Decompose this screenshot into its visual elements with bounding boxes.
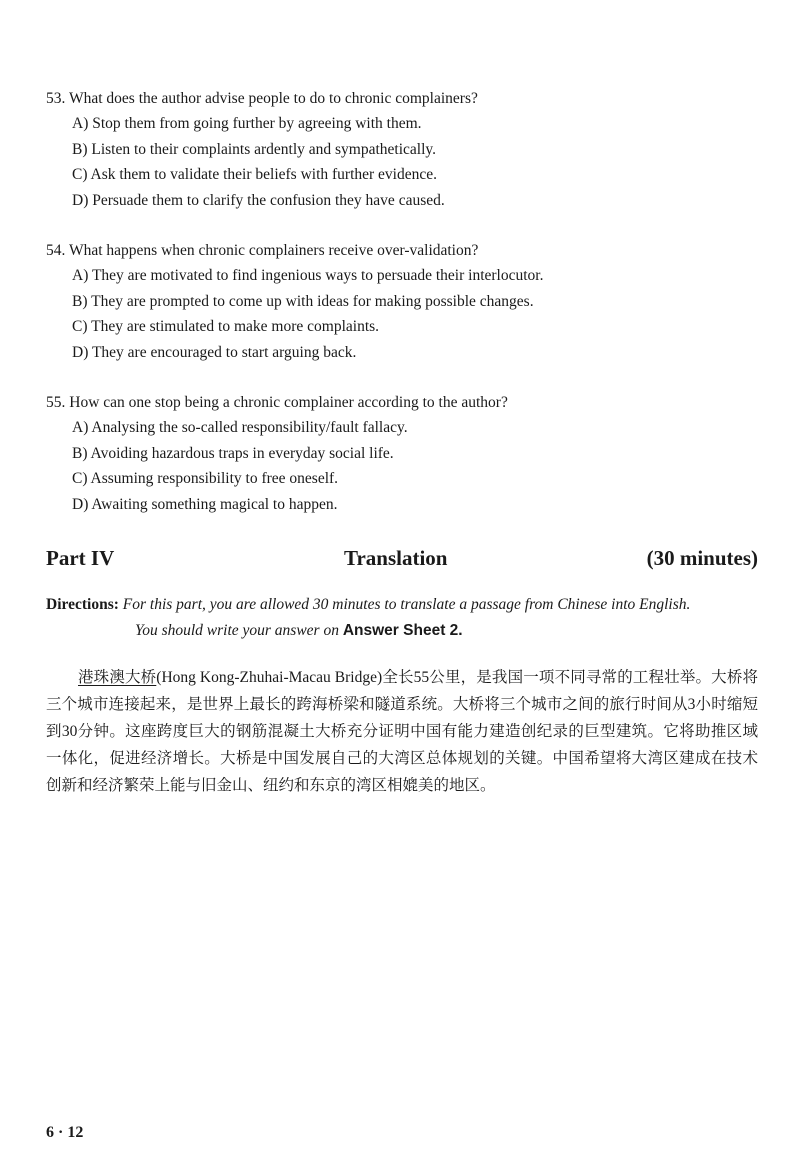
question-53 [46,86,766,213]
option-d: D) They are encouraged to start arguing back. [72,343,357,361]
question-55 [46,390,766,517]
directions-line-1 [46,592,766,618]
part-heading [46,543,758,573]
option-a: A) They are motivated to find ingenious ways to persuade their interlocutor. [72,267,544,284]
page-number: 6 · 12 [46,1124,84,1141]
option-b: B) Avoiding hazardous traps in everyday social life. [72,444,394,462]
option-a: A) Stop them from going further by agreeing with them. [72,115,422,132]
option-d: D) Awaiting something magical to happen. [72,495,338,513]
option-b: B) They are prompted to come up with ideas for making possible changes. [72,292,534,310]
option-d: D) Persuade them to clarify the confusion they have caused. [72,191,445,209]
option-c: C) Assuming responsibility to free oneself. [72,470,339,487]
directions [46,592,766,644]
part-number: Part IV [46,546,115,570]
question-54 [46,238,766,365]
question-stem: 55. How can one stop being a chronic complainer according to the author? [46,394,508,411]
option-c: C) Ask them to validate their beliefs with further evidence. [72,166,437,183]
part-title: Translation [344,546,448,570]
directions-text-2: You should write your answer on [135,622,343,639]
passage-paragraph [46,664,758,799]
directions-line-2 [46,618,766,644]
question-stem: 53. What does the author advise people to do to chronic complainers? [46,90,478,107]
translation-passage [46,664,758,799]
passage-text: (Hong Kong-Zhuhai-Macau Bridge)全长55公里，是我国一项不同寻常的工程壮举。大桥将三个城市连接起来，是世界上最长的跨海桥梁和隧道系统。大桥将三个城市之间的旅行时间从3小时缩短到30分钟。这座跨度巨大的钢筋混凝土大桥充分证明中国有能力建造创纪录的巨型建筑。它将助推区域一体化，促进经济增长。大桥是中国发展自己的大湾区总体规划的关键。中国希望将大湾区建成在技术创新和经济繁荣上能与旧金山、纽约和东京的湾区相媲美的地区。 [46,669,758,794]
passage-term: 港珠澳大桥 [78,669,157,686]
option-b: B) Listen to their complaints ardently and sympathetically. [72,140,437,158]
answer-sheet-label: Answer Sheet 2. [342,622,463,639]
part-time: (30 minutes) [646,546,758,570]
directions-text: For this part, you are allowed 30 minutes to translate a passage from Chinese into English. [122,596,691,613]
option-a: A) Analysing the so-called responsibility/fault fallacy. [72,419,408,436]
directions-label: Directions: [46,596,119,613]
option-c: C) They are stimulated to make more complaints. [72,318,380,335]
question-stem: 54. What happens when chronic complainers receive over-validation? [46,242,479,259]
